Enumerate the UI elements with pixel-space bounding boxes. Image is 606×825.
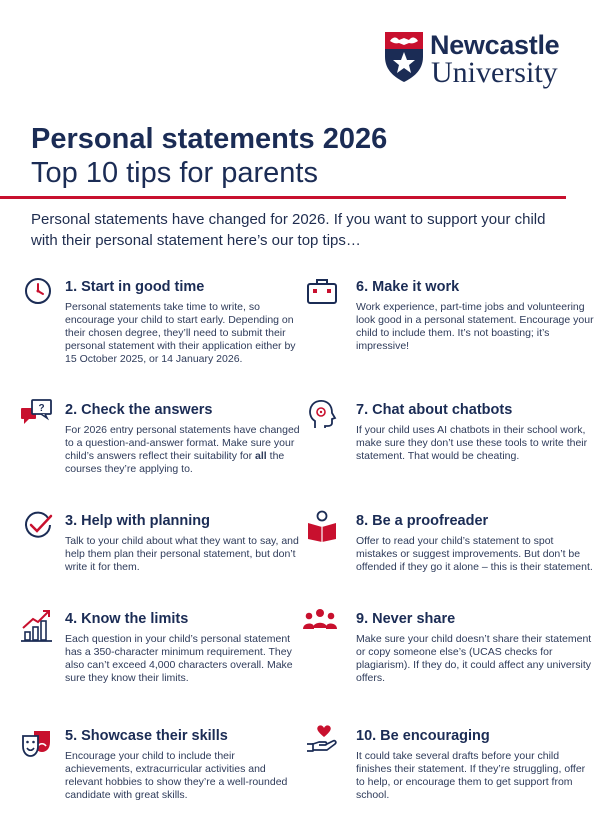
tip-6 [356, 278, 596, 353]
tip-3 [65, 512, 305, 574]
tip-9 [356, 610, 596, 685]
tip-heading: 7. Chat about chatbots [356, 402, 513, 418]
tip-heading: 6. Make it work [356, 279, 460, 295]
tip-heading: 2. Check the answers [65, 402, 213, 418]
tip-heading: 8. Be a proofreader [356, 513, 489, 529]
heart-hand-icon [305, 722, 339, 756]
page-title: Personal statements 2026 [31, 123, 388, 155]
growth-chart-icon [19, 608, 53, 642]
logo-text-university: University [431, 56, 558, 89]
check-circle-icon [21, 508, 55, 542]
tip-heading: 5. Showcase their skills [65, 728, 228, 744]
tip-heading: 1. Start in good time [65, 279, 205, 295]
clock-icon [21, 274, 55, 308]
logo-text-newcastle: Newcastle [430, 30, 560, 60]
ai-head-icon [305, 397, 339, 431]
tip-body: Work experience, part-time jobs and volunteering look good in a personal statement. Encourage your child to include them. It’s not boasting; it’s impressive! [356, 301, 594, 353]
tip-body: Make sure your child doesn’t share their statement or copy someone else’s (UCAS checks for plagiarism). If they do, it could affect any university offers. [356, 633, 592, 685]
tip-body: If your child uses AI chatbots in their school work, make sure they don’t use these tools to write their statement. That would be cheating. [356, 424, 588, 463]
speech-bubbles-icon [19, 396, 53, 430]
tip-5 [65, 727, 305, 802]
newcastle-university-logo [384, 30, 590, 90]
intro-text: Personal statements have changed for 2026. If you want to support your child with their personal statement here’s our top tips… [31, 211, 546, 249]
tip-10 [356, 727, 596, 802]
tip-heading: 10. Be encouraging [356, 728, 490, 744]
tip-heading: 9. Never share [356, 611, 456, 627]
tip-heading: 3. Help with planning [65, 513, 210, 529]
tip-1 [65, 278, 305, 366]
tip-2 [65, 401, 301, 476]
page-subtitle: Top 10 tips for parents [31, 157, 318, 189]
tip-body: Personal statements take time to write, so encourage your child to start early. Depending on their chosen degree, they’ll need to submit their personal statement with their application either by 15 October 2025, or 14 January 2026. [65, 301, 296, 366]
theatre-masks-icon [20, 725, 54, 759]
tip-body: Encourage your child to include their achievements, extracurricular activities and relevant hobbies to show they’re a well-rounded candidate with great skills. [65, 750, 288, 802]
tip-4 [65, 610, 305, 685]
title-divider [0, 196, 566, 199]
tip-7 [356, 401, 596, 463]
briefcase-icon [305, 274, 339, 308]
tip-body: Each question in your child’s personal statement has a 350-character minimum requirement. They also can’t exceed 4,000 characters overall. Make sure they know their limits. [65, 633, 293, 685]
tip-heading: 4. Know the limits [65, 611, 189, 627]
tip-8 [356, 512, 596, 574]
group-icon [303, 603, 337, 637]
tip-body: It could take several drafts before your child finishes their statement. If they’re struggling, offer to help, or encourage them to get support from school. [356, 750, 586, 802]
crest-shield-icon [384, 31, 424, 83]
tip-body: For 2026 entry personal statements have changed to a question-and-answer format. Make sure your child’s answers reflect their suitability for all the courses they’re applying to. [65, 424, 300, 476]
tip-body: Offer to read your child’s statement to spot mistakes or suggest improvements. But don’t be offended if they go it alone – this is their statement. [356, 535, 593, 574]
svg-text:?: ? [38, 403, 45, 414]
tip-body: Talk to your child about what they want to say, and help them plan their personal statement, but don’t write it for them. [65, 535, 299, 574]
reader-icon [305, 509, 339, 543]
